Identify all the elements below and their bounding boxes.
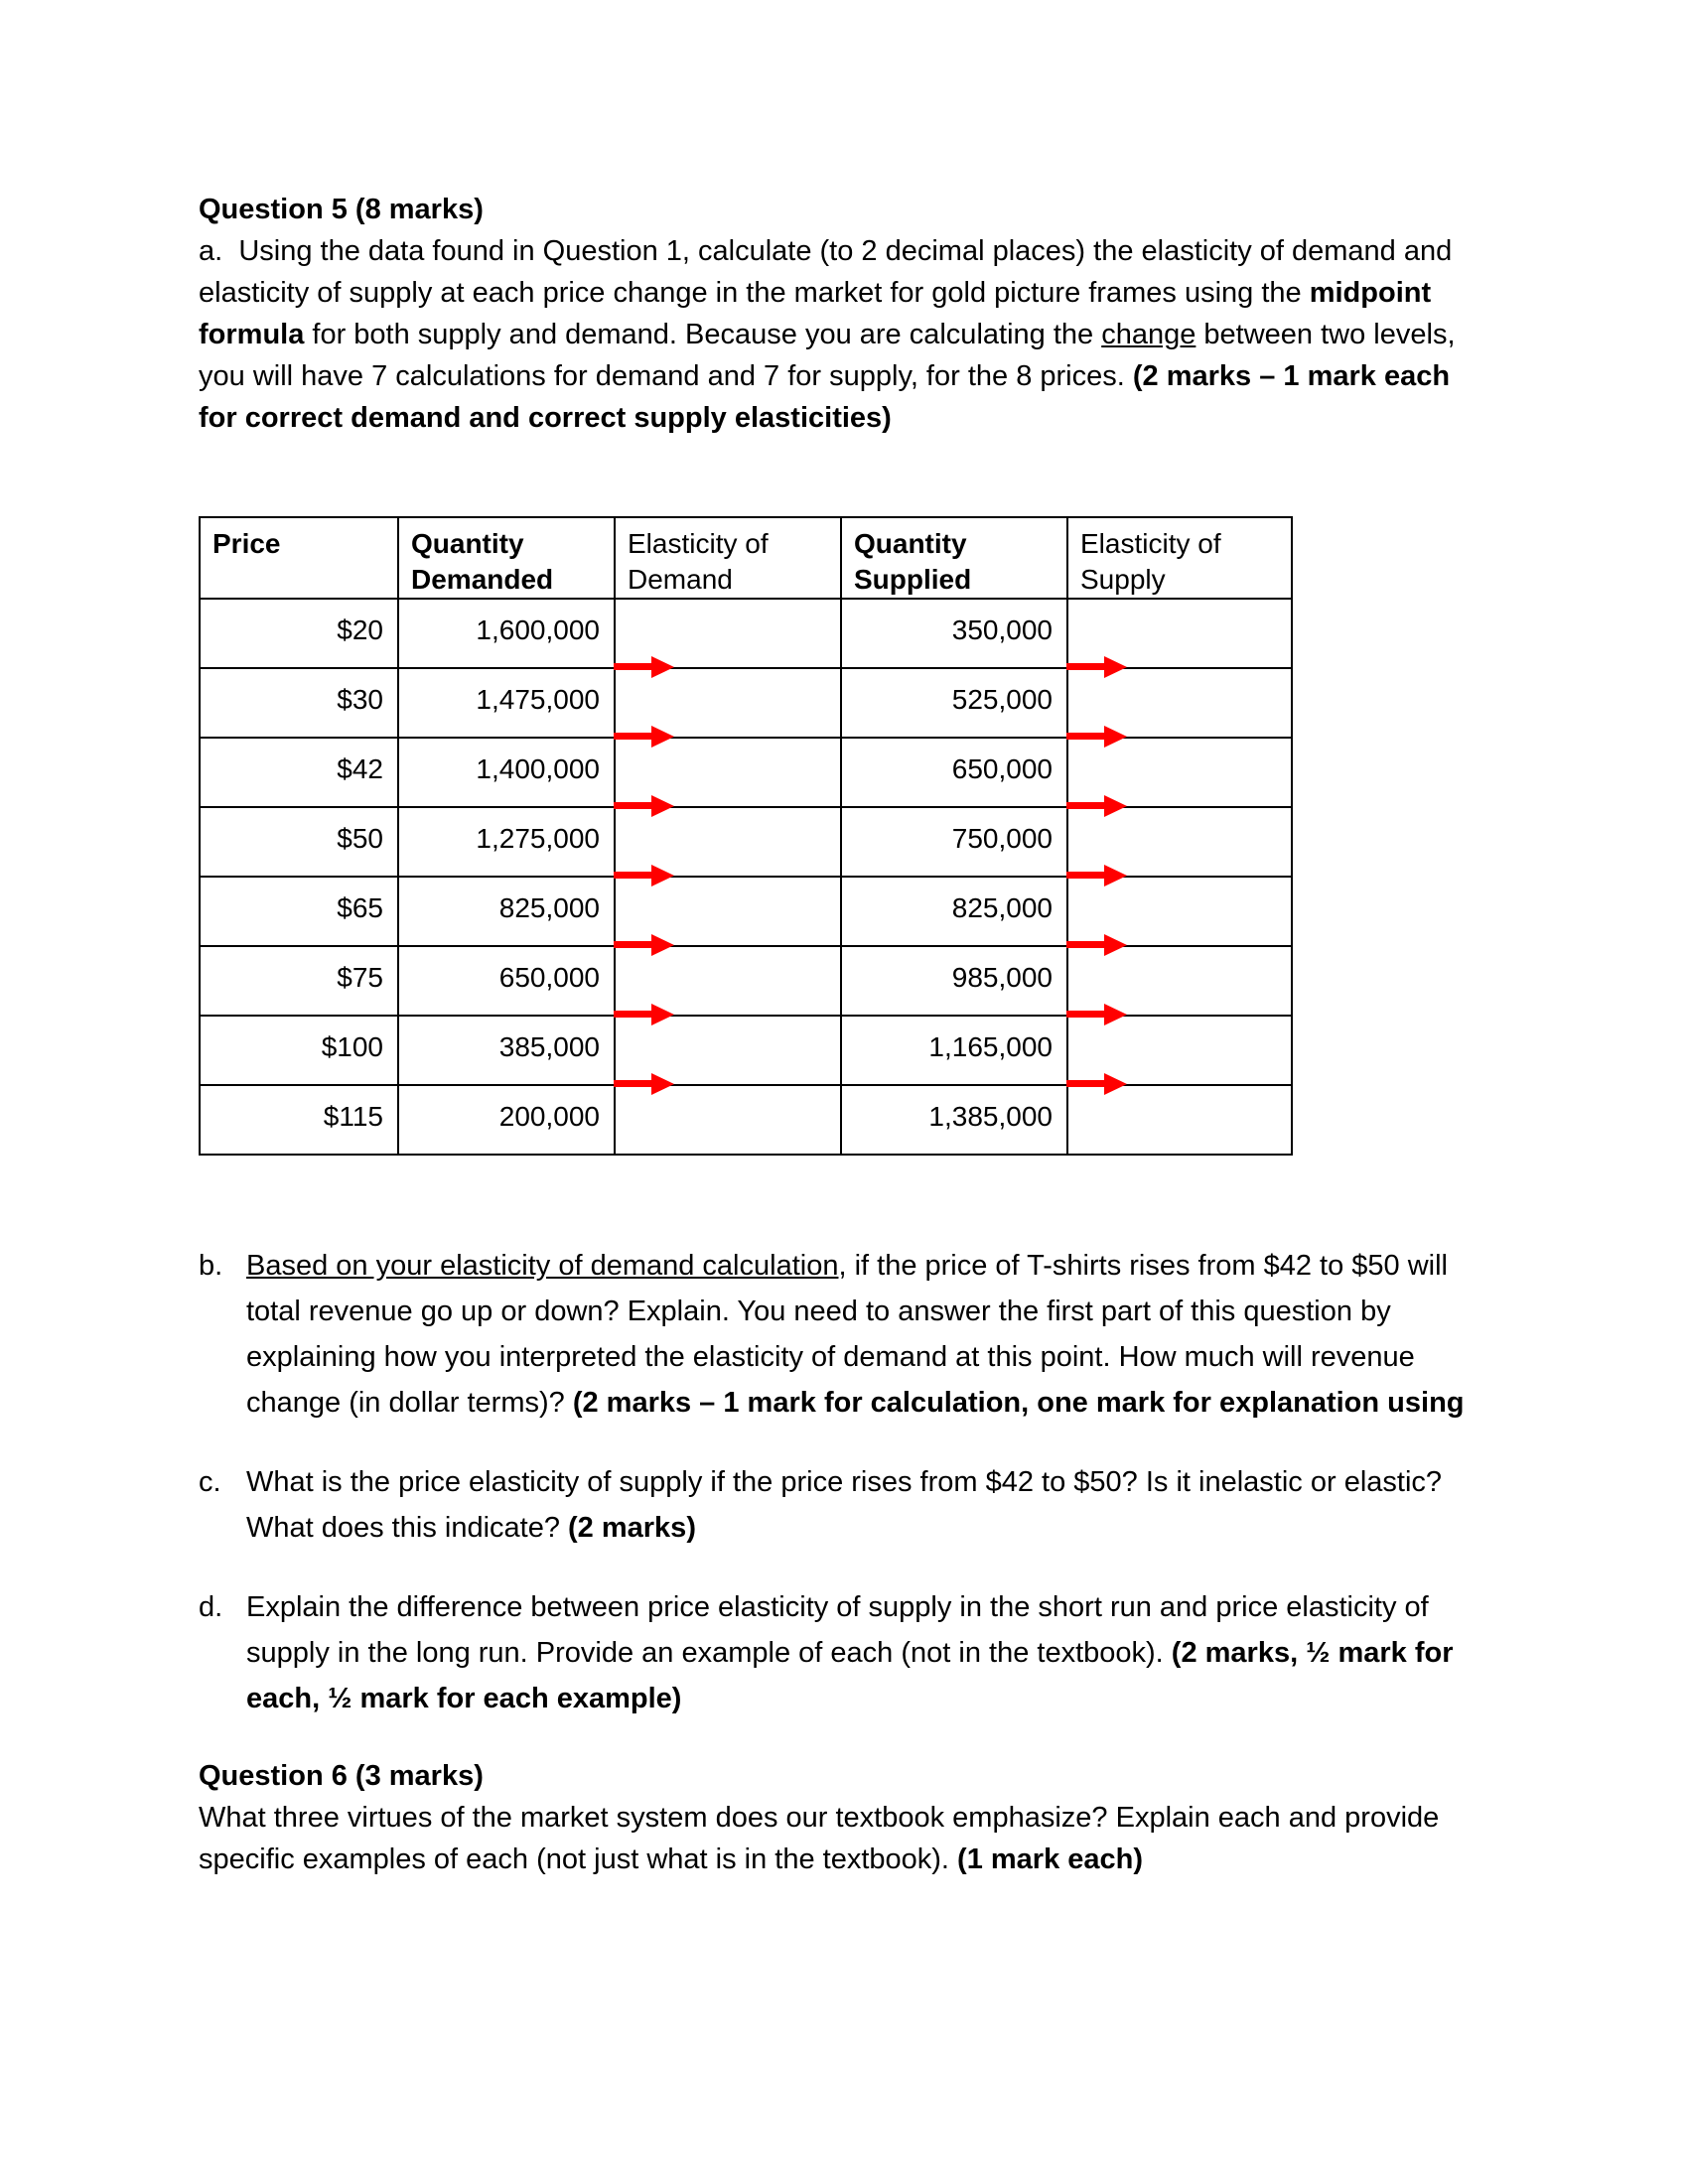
- cell-quantity-demanded: [398, 1016, 615, 1085]
- cell-quantity-demanded: [398, 946, 615, 1016]
- header-qd-line2: Demanded: [411, 564, 554, 595]
- cell-quantity-supplied: [841, 877, 1067, 946]
- cell-price: [200, 946, 398, 1016]
- table-body: [200, 599, 1292, 1155]
- elasticity-of-demand-value: [616, 947, 840, 995]
- quantity-demanded-value: 1,275,000: [476, 823, 600, 854]
- table-row: [200, 1016, 1292, 1085]
- table-header: [200, 517, 1292, 599]
- column-header-quantity-supplied: [841, 517, 1067, 599]
- quantity-supplied-value: 350,000: [951, 614, 1053, 645]
- table-row: [200, 946, 1292, 1016]
- table-row: [200, 599, 1292, 668]
- quantity-supplied-value: 825,000: [951, 892, 1053, 923]
- quantity-supplied-value: 1,165,000: [928, 1031, 1053, 1062]
- elasticity-of-demand-value: [616, 878, 840, 925]
- part-b-text-1: , if the price of T-shirts rises from $42 to $50 will total revenue go up or down? Explain. You need to answer the first part of this question by explaining how you interpreted the elasticity of demand at this point. How much will revenue change (in dollar terms)?: [246, 1250, 1448, 1419]
- elasticity-of-demand-value: [616, 1017, 840, 1064]
- part-b-bold-1: (2 marks – 1 mark for calculation, one mark for explanation using: [572, 1387, 1465, 1419]
- cell-elasticity-of-demand[interactable]: [615, 807, 841, 877]
- part-d-bold-1: (2 marks, ½ mark for each, ½ mark for each example): [246, 1637, 1454, 1714]
- elasticity-of-demand-value: [616, 1086, 840, 1134]
- price-value: $100: [321, 1031, 383, 1062]
- cell-quantity-demanded: [398, 877, 615, 946]
- part-a-text-1: Using the data found in Question 1, calculate (to 2 decimal places) the elasticity of demand and elasticity of supply at each price change in the market for gold picture frames using the: [199, 235, 1453, 309]
- question-6-block: [199, 1755, 1489, 1880]
- price-value: $50: [337, 823, 383, 854]
- part-c-text-1: What is the price elasticity of supply if the price rises from $42 to $50? Is it inelastic or elastic? What does this indicate?: [246, 1466, 1443, 1544]
- cell-quantity-demanded: [398, 599, 615, 668]
- cell-elasticity-of-supply[interactable]: [1067, 1085, 1292, 1155]
- elasticity-of-demand-value: [616, 808, 840, 856]
- cell-elasticity-of-demand[interactable]: [615, 946, 841, 1016]
- question-6-bold-1: (1 mark each): [957, 1843, 1144, 1875]
- elasticity-of-supply-value: [1068, 947, 1291, 995]
- cell-price: [200, 738, 398, 807]
- cell-elasticity-of-supply[interactable]: [1067, 738, 1292, 807]
- column-header-elasticity-of-supply: [1067, 517, 1292, 599]
- price-value: $75: [337, 962, 383, 993]
- cell-quantity-demanded: [398, 1085, 615, 1155]
- part-d-text-1: Explain the difference between price elasticity of supply in the short run and price elasticity of supply in the long run. Provide an example of each (not in the textbook).: [246, 1591, 1429, 1669]
- part-a-text-3: between two levels, you will have 7 calculations for demand and 7 for supply, for the 8 prices.: [199, 319, 1456, 392]
- cell-elasticity-of-supply[interactable]: [1067, 877, 1292, 946]
- elasticity-of-demand-value: [616, 669, 840, 717]
- part-a-gap: [222, 235, 238, 267]
- quantity-supplied-value: 1,385,000: [928, 1101, 1053, 1132]
- cell-quantity-demanded: [398, 807, 615, 877]
- price-value: $20: [337, 614, 383, 645]
- cell-quantity-demanded: [398, 738, 615, 807]
- question-5-part-b: [199, 1243, 1489, 1426]
- cell-quantity-supplied: [841, 807, 1067, 877]
- elasticity-table: [199, 516, 1293, 1156]
- header-es-line2: Supply: [1080, 564, 1166, 595]
- cell-price: [200, 807, 398, 877]
- price-value: $115: [323, 1101, 383, 1132]
- quantity-demanded-value: 1,475,000: [476, 684, 600, 715]
- elasticity-of-supply-value: [1068, 739, 1291, 786]
- table-row: [200, 1085, 1292, 1155]
- question-5-part-c: [199, 1459, 1489, 1551]
- part-b-underline-1: Based on your elasticity of demand calculation: [246, 1250, 839, 1282]
- column-header-quantity-demanded: [398, 517, 615, 599]
- elasticity-of-supply-value: [1068, 808, 1291, 856]
- header-price-line1: Price: [212, 528, 281, 559]
- header-qd-line1: Quantity: [411, 528, 524, 559]
- header-qs-line1: Quantity: [854, 528, 967, 559]
- cell-quantity-supplied: [841, 1016, 1067, 1085]
- quantity-supplied-value: 750,000: [951, 823, 1053, 854]
- quantity-demanded-value: 1,400,000: [476, 753, 600, 784]
- cell-elasticity-of-supply[interactable]: [1067, 946, 1292, 1016]
- part-a-underline-1: change: [1101, 319, 1196, 350]
- cell-price: [200, 1085, 398, 1155]
- cell-elasticity-of-demand[interactable]: [615, 1085, 841, 1155]
- elasticity-table-wrapper: [199, 516, 1489, 1156]
- cell-elasticity-of-demand[interactable]: [615, 738, 841, 807]
- header-ed-line2: Demand: [628, 564, 733, 595]
- header-es-line1: Elasticity of: [1080, 528, 1221, 559]
- elasticity-of-supply-value: [1068, 878, 1291, 925]
- part-a-marker: a.: [199, 235, 223, 267]
- question-5-part-a: [199, 230, 1489, 439]
- elasticity-of-supply-value: [1068, 600, 1291, 647]
- question-6-heading: Question 6 (3 marks): [199, 1760, 484, 1792]
- question-5-part-d: [199, 1584, 1489, 1721]
- cell-elasticity-of-demand[interactable]: [615, 1016, 841, 1085]
- column-header-elasticity-of-demand: [615, 517, 841, 599]
- cell-quantity-supplied: [841, 946, 1067, 1016]
- table-row: [200, 668, 1292, 738]
- elasticity-of-demand-value: [616, 739, 840, 786]
- header-ed-line1: Elasticity of: [628, 528, 769, 559]
- cell-quantity-supplied: [841, 738, 1067, 807]
- cell-elasticity-of-supply[interactable]: [1067, 668, 1292, 738]
- quantity-demanded-value: 650,000: [498, 962, 600, 993]
- quantity-supplied-value: 985,000: [951, 962, 1053, 993]
- price-value: $65: [337, 892, 383, 923]
- price-value: $42: [337, 753, 383, 784]
- quantity-demanded-value: 825,000: [498, 892, 600, 923]
- cell-price: [200, 877, 398, 946]
- question-5-heading: Question 5 (8 marks): [199, 194, 484, 225]
- cell-elasticity-of-supply[interactable]: [1067, 599, 1292, 668]
- elasticity-of-supply-value: [1068, 1017, 1291, 1064]
- cell-elasticity-of-supply[interactable]: [1067, 1016, 1292, 1085]
- question-6-text-1: What three virtues of the market system does our textbook emphasize? Explain each and provide specific examples of each (not just what is in the textbook).: [199, 1802, 1440, 1875]
- quantity-demanded-value: 385,000: [498, 1031, 600, 1062]
- cell-elasticity-of-demand[interactable]: [615, 668, 841, 738]
- quantity-supplied-value: 525,000: [951, 684, 1053, 715]
- cell-elasticity-of-demand[interactable]: [615, 877, 841, 946]
- part-d-marker: d.: [199, 1591, 223, 1623]
- header-qs-line2: Supplied: [854, 564, 972, 595]
- part-b-marker: b.: [199, 1250, 223, 1282]
- elasticity-of-supply-value: [1068, 1086, 1291, 1134]
- part-a-bold-1: midpoint formula: [199, 277, 1432, 350]
- quantity-demanded-value: 1,600,000: [476, 614, 600, 645]
- cell-quantity-supplied: [841, 1085, 1067, 1155]
- part-a-bold-2: (2 marks – 1 mark each for correct demand and correct supply elasticities): [199, 360, 1451, 434]
- question-5-block: [199, 189, 1489, 439]
- table-header-row: [200, 517, 1292, 599]
- cell-quantity-supplied: [841, 599, 1067, 668]
- part-c-bold-1: (2 marks): [568, 1512, 696, 1544]
- cell-price: [200, 1016, 398, 1085]
- quantity-supplied-value: 650,000: [951, 753, 1053, 784]
- cell-price: [200, 599, 398, 668]
- part-a-text-2: for both supply and demand. Because you are calculating the: [304, 319, 1102, 350]
- cell-elasticity-of-supply[interactable]: [1067, 807, 1292, 877]
- elasticity-of-supply-value: [1068, 669, 1291, 717]
- table-row: [200, 807, 1292, 877]
- table-row: [200, 877, 1292, 946]
- elasticity-of-demand-value: [616, 600, 840, 647]
- question-6-text: [199, 1797, 1489, 1880]
- table-row: [200, 738, 1292, 807]
- cell-price: [200, 668, 398, 738]
- column-header-price: [200, 517, 398, 599]
- cell-elasticity-of-demand[interactable]: [615, 599, 841, 668]
- cell-quantity-demanded: [398, 668, 615, 738]
- quantity-demanded-value: 200,000: [498, 1101, 600, 1132]
- price-value: $30: [337, 684, 383, 715]
- cell-quantity-supplied: [841, 668, 1067, 738]
- part-c-marker: c.: [199, 1466, 221, 1498]
